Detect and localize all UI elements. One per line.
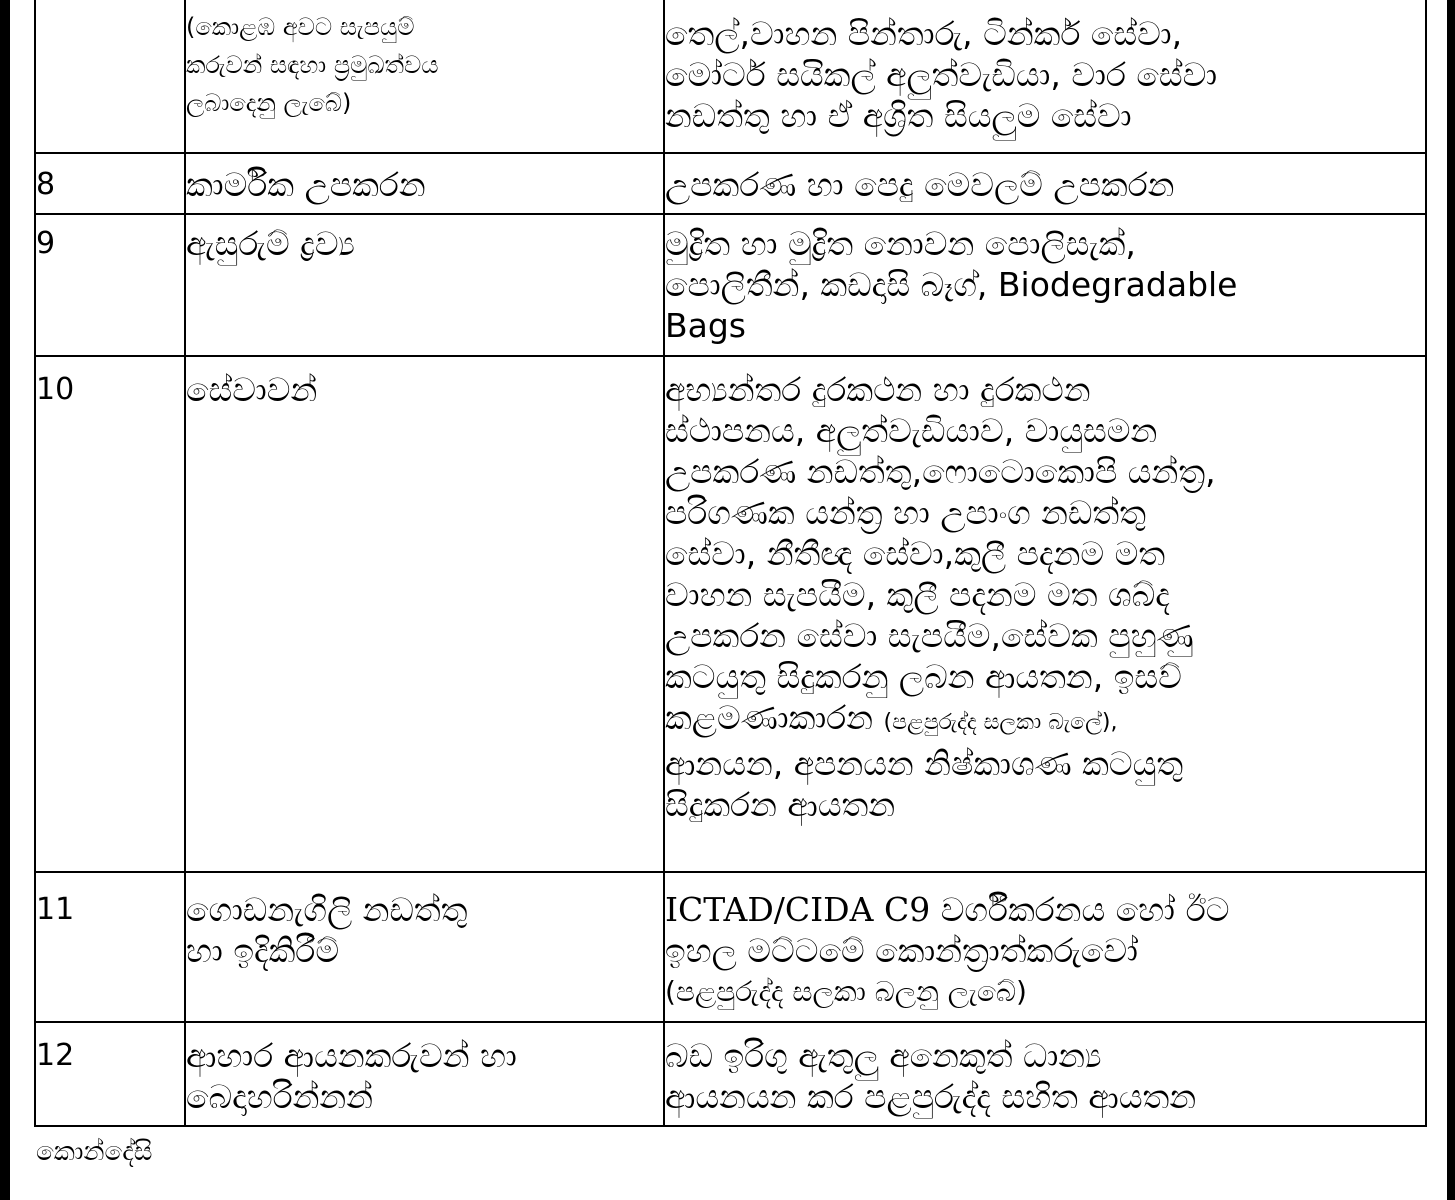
row-number: 10 (36, 372, 75, 407)
row-number-cell (35, 0, 185, 153)
table-row (35, 153, 1426, 214)
category-line: ඇසුරුම් ද්‍රව්‍ය (186, 224, 355, 263)
category-cell (185, 153, 664, 214)
description-line: වාහන සැපයීම, කුලී පදනම මත ශබ්ද (665, 575, 1170, 614)
description-line: Bags (665, 306, 747, 345)
category-line: (කොළඹ අවට සැපයුම් (186, 13, 415, 41)
category-line: කාර්මික උපකරන (186, 165, 426, 204)
description-line: නඩත්තු හා ඒ අශ්‍රිත සියලුම සේවා (665, 96, 1132, 135)
description-cell (664, 0, 1426, 153)
description-line: ආනයන, අපනයන නිෂ්කාශණ කටයුතු (665, 744, 1184, 783)
category-cell (185, 214, 664, 356)
description-line: ආයනයන කර පළපුරුද්ද සහිත ආයතන (665, 1077, 1197, 1116)
description-line: උපකරණ නඩත්තු,ෆොටොකොපි යන්ත්‍ර, (665, 452, 1216, 491)
description-cell (664, 872, 1426, 1022)
description-line: උපකරන සේවා සැපයීම,සේවක පුහුණු (665, 616, 1194, 655)
category-line: හා ඉදිකිරීම් (186, 931, 340, 970)
row-number: 12 (36, 1038, 75, 1073)
category-cell (185, 872, 664, 1022)
category-line: බෙදාහරින්නන් (186, 1077, 374, 1116)
description-line: සේවා, නීතීඥ සේවා,කුලී පදනම මත (665, 534, 1166, 573)
row-number-cell (35, 356, 185, 872)
page-border-left (0, 0, 10, 1200)
description-line: (පළපුරුද්ද සලකා බලනු ලැබේ) (665, 975, 1027, 1008)
table-row (35, 872, 1426, 1022)
conditions-heading: කොන්දේසි (36, 1137, 153, 1167)
category-cell (185, 1022, 664, 1126)
table-row (35, 0, 1426, 153)
description-line (665, 697, 1425, 743)
description-text: කළමණාකාරන (665, 698, 873, 737)
description-cell (664, 153, 1426, 214)
description-line: උපකරණ හා පෙදු මෙවලම් උපකරන (665, 165, 1175, 204)
row-number-cell (35, 872, 185, 1022)
description-cell (664, 356, 1426, 872)
row-number-cell (35, 214, 185, 356)
table-row (35, 356, 1426, 872)
row-number: 11 (36, 892, 75, 927)
row-number: 8 (36, 167, 56, 202)
description-line: මෝටර් සයිකල් අලුත්වැඩියා, වාර සේවා (665, 55, 1218, 94)
items-table (34, 0, 1427, 1127)
description-line: මුද්‍රිත හා මුද්‍රිත නොවන පොලිසැක්, (665, 224, 1136, 263)
row-number-cell (35, 153, 185, 214)
description-cell (664, 1022, 1426, 1126)
description-line: සිදුකරන ආයතන (665, 785, 896, 824)
experience-note: (පළපුරුද්ද සලකා බැලේ), (883, 710, 1118, 735)
description-line: තෙල්,වාහන පින්තාරු, ටින්කර් සේවා, (665, 14, 1183, 53)
page-border-right (1447, 0, 1455, 1200)
description-line: බඩ ඉරිගු ඇතුලු අනෙකුත් ධාන්‍ය (665, 1036, 1102, 1075)
description-cell (664, 214, 1426, 356)
category-cell (185, 356, 664, 872)
table-row (35, 1022, 1426, 1126)
category-line: ගොඩනැගිලි නඩත්තු (186, 890, 468, 929)
description-line: පරිගණක යන්ත්‍ර හා උපාංග නඩත්තු (665, 493, 1147, 532)
row-number-cell (35, 1022, 185, 1126)
description-line: අභ්‍යන්තර දුරකථන හා දුරකථන (665, 370, 1091, 409)
category-line: ආහාර ආයනකරුවන් හා (186, 1036, 517, 1075)
category-line: කරුවන් සඳහා ප්‍රමුඛත්වය (186, 51, 439, 79)
category-line: සේවාවන් (186, 370, 318, 409)
table-row (35, 214, 1426, 356)
description-line: ICTAD/CIDA C9 වර්ගීකරනය හෝ ඊට (665, 890, 1230, 929)
category-line: ලබාදෙනු ලැබේ) (186, 89, 352, 117)
category-cell (185, 0, 664, 153)
description-line: ඉහල මට්ටමේ කොන්ත්‍රාත්කරුවෝ (665, 931, 1138, 970)
description-line: පොලිතීන්, කඩදාසි බෑග්, Biodegradable (665, 265, 1238, 304)
row-number: 9 (36, 226, 56, 261)
description-line: ස්ථාපනය, අලුත්වැඩියාව, වායුසමන (665, 411, 1158, 450)
description-line: කටයුතු සිදුකරනු ලබන ආයතන, ඉසව් (665, 657, 1182, 696)
